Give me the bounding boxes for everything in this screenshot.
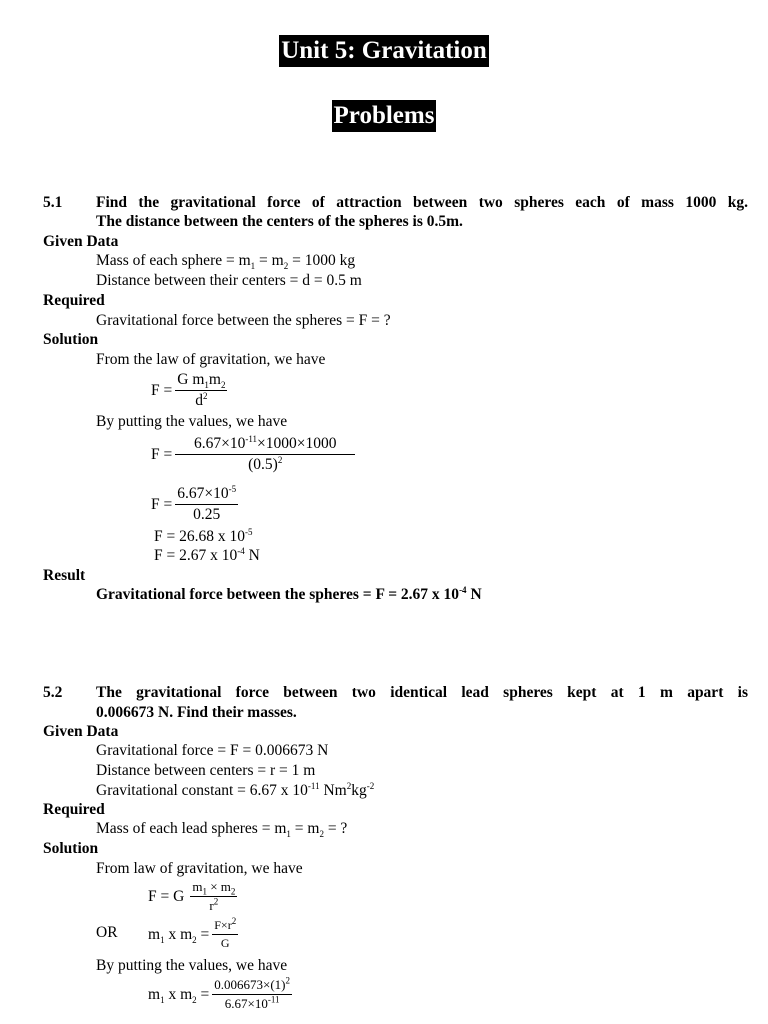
or-label: OR [96, 924, 118, 941]
solution-heading: Solution [43, 840, 99, 857]
solution-text-1: From law of gravitation, we have [96, 860, 303, 877]
solution-text-2: By putting the values, we have [96, 957, 288, 974]
problem-5-2-question-line1: The gravitational force between two identical lead spheres kept at 1 m apart is [96, 684, 748, 701]
solution-heading: Solution [43, 331, 99, 348]
formula-rearranged: $m_1$ x $m_2$ = $\frac{F\times r^2}{G}$ [148, 916, 237, 950]
final-value: F = 2.67 x $10^{-4}$ N [154, 545, 260, 564]
problem-number-5-2: 5.2 [43, 684, 63, 701]
section-title: Problems [0, 103, 768, 128]
required-heading: Required [43, 801, 105, 818]
solution-text-1: From the law of gravitation, we have [96, 351, 326, 368]
result-statement: Gravitational force between the spheres = F = 2.67 x $10^{-4}$ N [96, 584, 482, 603]
solution-text-2: By putting the values, we have [96, 413, 288, 430]
problem-5-2-question-line2: 0.006673 N. Find their masses. [96, 704, 297, 721]
required-force: Gravitational force between the spheres = F = ? [96, 312, 391, 329]
formula-gravitation: F = G $\frac{m_1 \times m_2}{r^2}$ [148, 879, 236, 913]
given-distance: Distance between their centers = d = 0.5 m [96, 272, 362, 289]
problem-number-5-1: 5.1 [43, 194, 63, 211]
given-constant: Gravitational constant = 6.67 x $10^{-11}$ $Nm^2kg^{-2}$ [96, 780, 375, 799]
result-heading: Result [43, 567, 86, 584]
required-masses: Mass of each lead spheres = $m_1 = m_2$ = ? [96, 820, 348, 840]
formula-gravitation: F = $\frac{G m_1m_2}{d^2}$ [151, 371, 226, 409]
problem-5-1-question-line1: Find the gravitational force of attraction between two spheres each of mass 1000 kg. [96, 194, 748, 211]
given-data-heading: Given Data [43, 233, 119, 250]
given-mass: Mass of each sphere = $m_1 = m_2 = 1000$ kg [96, 252, 356, 272]
formula-substitution: F = $\frac{6.67\times 10^{-11}\times 1000\times 1000}{(0.5)^2}$ [151, 435, 355, 474]
problem-5-1-question-line2: The distance between the centers of the spheres is 0.5m. [96, 213, 463, 230]
required-heading: Required [43, 292, 105, 309]
formula-substitution: $m_1$ x $m_2$ = $\frac{0.006673\times(1)^2}{6.67\times 10^{-11}}$ [148, 975, 290, 1011]
given-force: Gravitational force = F = 0.006673 N [96, 742, 329, 759]
given-data-heading: Given Data [43, 723, 119, 740]
page-title: Unit 5: Gravitation [0, 38, 768, 63]
intermediate-result: F = 26.68 x $10^{-5}$ [154, 526, 253, 545]
given-distance: Distance between centers = r = 1 m [96, 762, 316, 779]
formula-simplified: F = $\frac{6.67\times 10^{-5}}{0.25}$ [151, 483, 237, 523]
